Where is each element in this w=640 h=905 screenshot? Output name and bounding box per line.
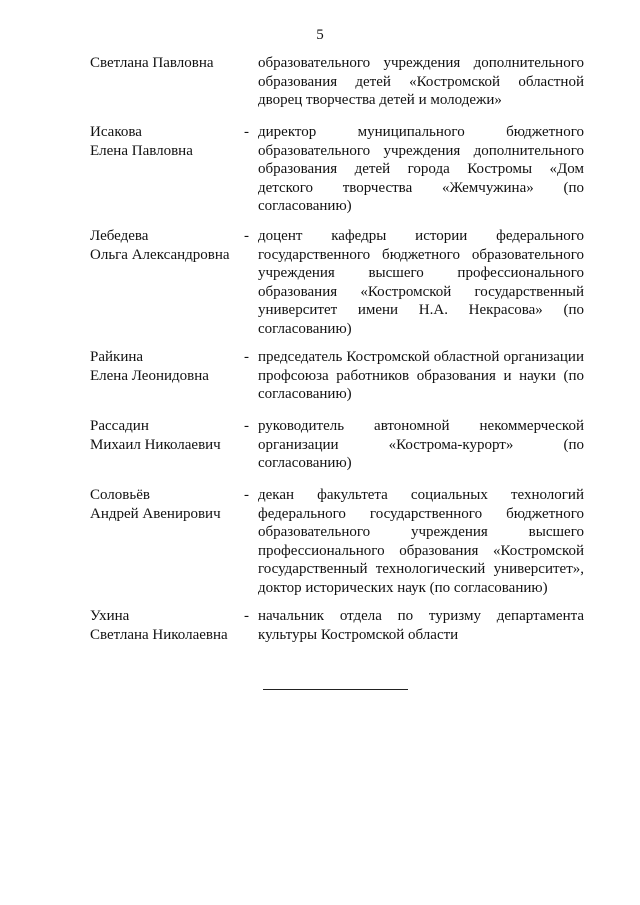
- member-position: образовательного учреждения дополнительного образования детей «Костромской областной дворец творчества детей и молодежи»: [258, 55, 584, 109]
- member-name-line: Светлана Николаевна: [90, 626, 228, 643]
- member-name: [90, 123, 240, 160]
- member-name: [90, 486, 240, 523]
- end-of-list-rule: [263, 689, 408, 690]
- member-name-line: Исакова: [90, 124, 142, 140]
- page-number: 5: [316, 27, 324, 43]
- entry-dash: -: [244, 418, 249, 434]
- member-name: [90, 607, 240, 644]
- entry-dash: -: [244, 228, 249, 244]
- member-position: руководитель автономной некоммерческой организации «Кострома-курорт» (по согласованию): [258, 418, 584, 472]
- member-position: доцент кафедры истории федерального государственного бюджетного образовательного учреждения высшего профессионального образования «Костромской государственный университет имени Н.А. Некрасова» (по согласованию): [258, 228, 584, 337]
- member-name: [90, 348, 240, 385]
- member-position: директор муниципального бюджетного образовательного учреждения дополнительного образования детей города Костромы «Дом детского творчества «Жемчужина» (по согласованию): [258, 124, 584, 215]
- entry-dash: -: [244, 349, 249, 365]
- member-name-line: Андрей Авенирович: [90, 505, 221, 522]
- member-name: [90, 227, 240, 264]
- entry-dash: -: [244, 608, 249, 624]
- member-name-line: Лебедева: [90, 228, 149, 244]
- member-name-line: Михаил Николаевич: [90, 436, 221, 453]
- entry-dash: -: [244, 124, 249, 140]
- member-name-line: Елена Павловна: [90, 142, 193, 159]
- member-name-line: Рассадин: [90, 418, 149, 434]
- member-name-line: Светлана Павловна: [90, 55, 214, 71]
- member-position: декан факультета социальных технологий федерального государственного бюджетного образовательного учреждения высшего профессионального образования «Костромской государственный технологический университет», доктор исторических наук (по согласованию): [258, 487, 584, 596]
- member-name-line: Соловьёв: [90, 487, 150, 503]
- member-position: начальник отдела по туризму департамента культуры Костромской области: [258, 608, 584, 643]
- member-name: [90, 417, 240, 454]
- member-name-line: Ольга Александровна: [90, 246, 230, 263]
- member-name: [90, 54, 240, 73]
- member-position: председатель Костромской областной организации профсоюза работников образования и науки (по согласованию): [258, 349, 584, 403]
- member-name-line: Ухина: [90, 608, 130, 624]
- member-name-line: Райкина: [90, 349, 144, 365]
- member-name-line: Елена Леонидовна: [90, 367, 209, 384]
- entry-dash: -: [244, 487, 249, 503]
